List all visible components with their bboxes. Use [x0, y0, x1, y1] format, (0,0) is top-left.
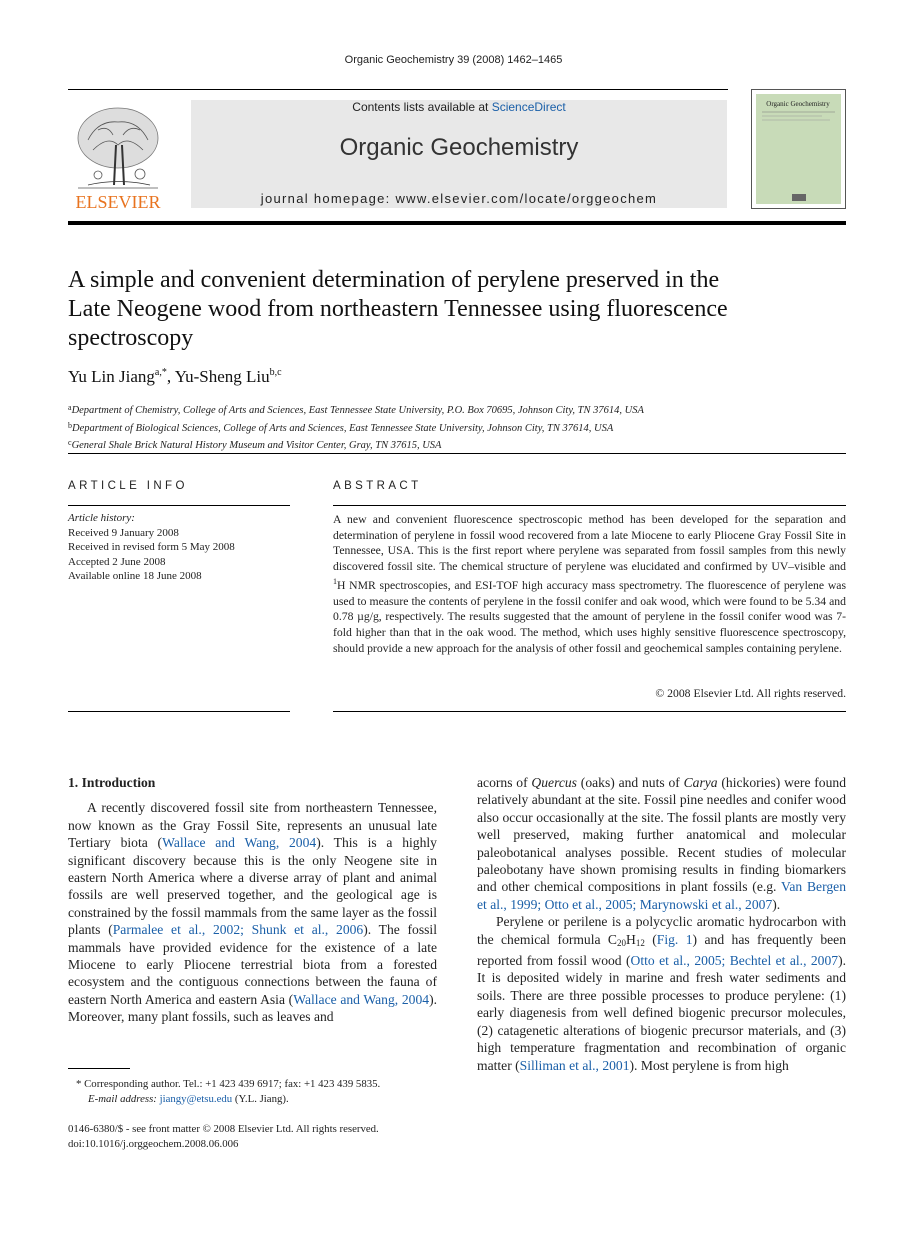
- abstract-copyright: © 2008 Elsevier Ltd. All rights reserved.: [655, 687, 846, 700]
- body-text: A recently discovered fossil site from northeastern Tennessee, now known as the Gray Fossil Site, represents an unusual late Tertiary biota (: [68, 800, 437, 851]
- journal-name: Organic Geochemistry: [339, 134, 579, 161]
- section-divider: [68, 453, 846, 454]
- history-item: Received in revised form 5 May 2008: [68, 541, 235, 553]
- author-affil-mark[interactable]: b,c: [269, 367, 282, 378]
- body-text: (hickories) were found relatively abundant at the site. Fossil pine needles and conifer wood also occur occasionally at the site. The fossil plants are mostly very well preserved, making further anatomical and molecular paleobotanical analyses possible. Recent studies of molecular paleobotany have shown promising results in finding biomarkers and other chemical compositions in plant fossils (e.g.: [477, 775, 846, 895]
- footnote-text: Corresponding author. Tel.: +1 423 439 6917; fax: +1 423 439 5835.: [81, 1078, 381, 1090]
- contents-prefix: Contents lists available at: [352, 100, 492, 114]
- abstract-text: [333, 512, 846, 656]
- corresponding-author-footnote: [68, 1077, 437, 1106]
- affiliation-text: Department of Chemistry, College of Arts and Sciences, East Tennessee State University, P.O. Box 70695, Johnson City, TN 37614, USA: [71, 405, 644, 416]
- affiliation-item: [68, 401, 828, 419]
- author-affil-mark[interactable]: a,*: [154, 367, 167, 378]
- article-history: [68, 511, 290, 584]
- publisher-name: ELSEVIER: [75, 192, 161, 212]
- journal-cover-thumbnail[interactable]: [751, 89, 846, 209]
- abstract-part: H NMR spectroscopies, and ESI-TOF high accuracy mass spectrometry. The fluorescence of perylene was used to measure the contents of perylene in the fossil conifer and oak wood, which were found to be 5.34 and 0.78 µg/g, respectively. The results suggested that the amount of perylene in the fossil conifer wood was 7-fold higher than that in the oak wood. The method, which uses highly sensitive fluorescence spectroscopy, should provide a new approach for the analysis of other fossil and geochemical samples containing perylene.: [333, 579, 846, 655]
- affiliation-text: General Shale Brick Natural History Museum and Visitor Center, Gray, TN 37615, USA: [71, 440, 442, 451]
- body-text: ). This is a highly significant discovery because this is the only Neogene site in eastern North America where a diverse array of plant and animal fossils are well preserved together, and the geological age is constrained by the fossil mammals from the same layer as the fossil plants (: [68, 835, 437, 938]
- affiliation-item: [68, 419, 828, 437]
- elsevier-logo[interactable]: [68, 100, 168, 212]
- section-heading: 1. Introduction: [68, 775, 156, 790]
- body-column-right: [477, 774, 846, 1074]
- citation-link[interactable]: Wallace and Wang, 2004: [162, 835, 317, 851]
- nmr-superscript: 1: [333, 577, 337, 587]
- body-text: ). Most perylene is from high: [629, 1057, 789, 1073]
- citation-link[interactable]: Silliman et al., 2001: [519, 1057, 630, 1073]
- body-column-left: [68, 774, 437, 1026]
- issn-line: 0146-6380/$ - see front matter © 2008 Elsevier Ltd. All rights reserved.: [68, 1123, 379, 1135]
- article-info-rule: [68, 505, 290, 506]
- abstract-bottom-rule: [333, 711, 846, 712]
- author-name[interactable]: Yu-Sheng Liu: [174, 367, 270, 386]
- body-text: (: [644, 931, 657, 947]
- abstract-part: A new and convenient fluorescence spectroscopic method has been developed for the separation and determination of perylene in fossil wood recovered from a late Miocene to early Pliocene Gray Fossil Site in Tennessee, USA. This is the first report where perylene was separated from fossil samples from this newly discovered fossil site. The chemical structure of perylene was elucidated and confirmed by UV–visible and: [333, 513, 846, 573]
- footnote-rule: [68, 1068, 130, 1069]
- sciencedirect-link[interactable]: ScienceDirect: [491, 100, 566, 114]
- body-text: H: [626, 931, 636, 947]
- author-name[interactable]: Yu Lin Jiang: [68, 367, 155, 386]
- intro-paragraph: [68, 799, 437, 1025]
- body-text: ) and has frequently been reported from fossil wood (: [477, 931, 846, 969]
- email-label: E-mail address:: [88, 1092, 160, 1105]
- history-item: Available online 18 June 2008: [68, 570, 202, 582]
- page-footer: [68, 1122, 437, 1151]
- taxon-name: Quercus: [531, 775, 577, 790]
- footnote-line: [68, 1077, 437, 1092]
- masthead-top-rule: [68, 89, 728, 90]
- perylene-paragraph: [477, 913, 846, 1074]
- email-link[interactable]: jiangy@etsu.edu: [159, 1092, 233, 1105]
- cover-image: [752, 90, 845, 208]
- citation-link[interactable]: Wallace and Wang, 2004: [293, 991, 430, 1007]
- affiliation-mark: a: [68, 403, 72, 412]
- article-title: A simple and convenient determination of perylene preserved in the Late Neogene wood from northeastern Tennessee using fluorescence spectroscopy: [68, 267, 728, 351]
- history-label: Article history:: [68, 512, 135, 524]
- body-text: (oaks) and nuts of: [576, 775, 684, 790]
- abstract-heading: ABSTRACT: [333, 480, 422, 492]
- body-text: acorns of: [477, 775, 532, 790]
- formula-subscript: 12: [635, 937, 645, 948]
- history-item: Received 9 January 2008: [68, 526, 179, 539]
- figure-link[interactable]: Fig. 1: [656, 931, 693, 947]
- citation-link[interactable]: Otto et al., 2005; Bechtel et al., 2007: [630, 953, 839, 969]
- citation-link[interactable]: Van Bergen et al., 1999; Otto et al., 2005; Marynowski et al., 2007: [477, 879, 846, 912]
- intro-paragraph-continued: [477, 774, 846, 913]
- body-text: ). The fossil mammals have provided evidence for the existence of a late Miocene to early Pliocene terrestrial biota from a forested ecosystem and the contiguous connections between the fauna of eastern North America and eastern Asia (: [68, 922, 437, 1007]
- citation-link[interactable]: Parmalee et al., 2002; Shunk et al., 2006: [112, 922, 364, 938]
- masthead-bottom-rule: [68, 221, 846, 225]
- affiliation-mark: c: [68, 438, 72, 447]
- taxon-name: Carya: [683, 775, 718, 790]
- doi-line[interactable]: doi:10.1016/j.orggeochem.2008.06.006: [68, 1137, 239, 1150]
- body-text: ). It is deposited widely in marine and fresh water sediments and soils. There are three possible processes to produce perylene: (1) early diagenesis from well defined biogenic precursor molecules, (2) catagenetic alterations of biogenic precursor materials, and (3) high temperature fragmentation and recombination of organic matter (: [477, 953, 847, 1073]
- author-list: [68, 367, 282, 387]
- body-text: ).: [772, 896, 781, 912]
- abstract-rule: [333, 505, 846, 506]
- cover-title: Organic Geochemistry: [766, 100, 830, 108]
- affiliation-text: Department of Biological Sciences, College of Arts and Sciences, East Tennessee State University, Johnson City, TN 37614, USA: [72, 422, 614, 434]
- email-suffix: (Y.L. Jiang).: [232, 1092, 289, 1105]
- formula-subscript: 20: [617, 937, 627, 948]
- affiliation-mark: b: [68, 420, 72, 430]
- affiliation-list: [68, 401, 828, 454]
- affiliation-item: [68, 436, 828, 454]
- author-separator: ,: [166, 367, 175, 386]
- footnote-mark: *: [76, 1078, 82, 1090]
- footnote-email-line: [68, 1092, 437, 1107]
- article-info-heading: ARTICLE INFO: [68, 480, 188, 492]
- body-text: Perylene or perilene is a polycyclic aromatic hydrocarbon with the chemical formula C: [477, 914, 846, 947]
- body-text: ). Moreover, many plant fossils, such as leaves and: [68, 991, 437, 1025]
- contents-line: [191, 100, 727, 114]
- history-item: Accepted 2 June 2008: [68, 555, 166, 568]
- elsevier-tree-icon: [68, 100, 168, 212]
- article-info-bottom-rule: [68, 711, 290, 712]
- journal-citation: Organic Geochemistry 39 (2008) 1462–1465: [344, 54, 563, 66]
- journal-homepage[interactable]: journal homepage: www.elsevier.com/locate/orggeochem: [260, 191, 658, 206]
